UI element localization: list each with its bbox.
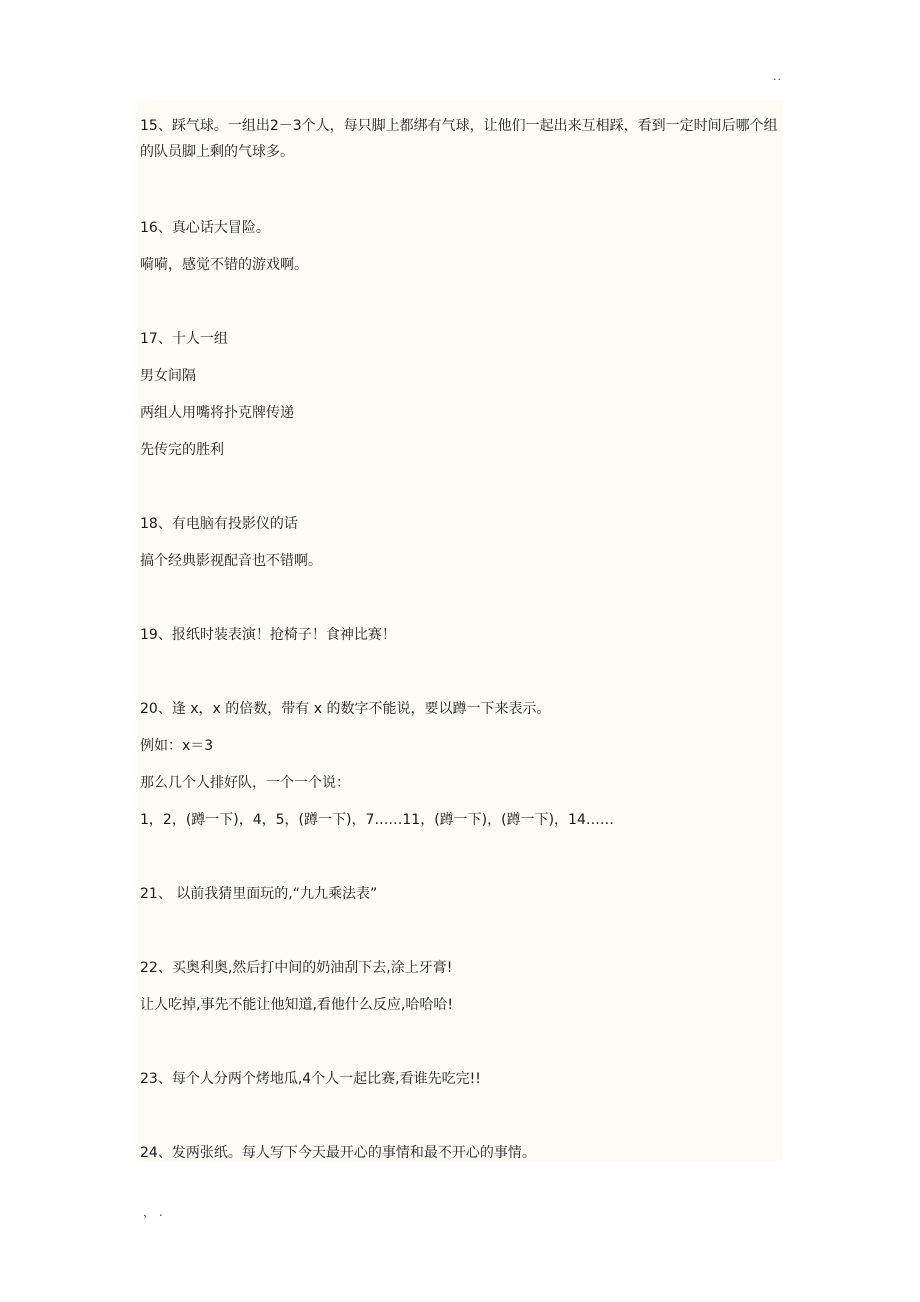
- list-item-21: [140, 881, 780, 907]
- item-16-line-2: 嗬嗬，感觉不错的游戏啊。: [140, 257, 308, 273]
- list-item-23: [140, 1066, 780, 1092]
- list-item-19: [140, 622, 780, 648]
- item-21-line-1: 21、 以前我猜里面玩的,“九九乘法表”: [140, 886, 378, 902]
- item-23-line-1: 23、每个人分两个烤地瓜,4个人一起比赛,看谁先吃完!!: [140, 1071, 481, 1087]
- list-item-15: [140, 113, 780, 165]
- item-20-line-3: 那么几个人排好队，一个一个说：: [140, 775, 350, 791]
- item-22-line-1: 22、买奥利奥,然后打中间的奶油刮下去,涂上牙膏!: [140, 960, 453, 976]
- item-19-line-1: 19、报纸时装表演！抢椅子！食神比赛！: [140, 627, 396, 643]
- item-17-line-1: 17、十人一组: [140, 331, 228, 347]
- list-item-24: [140, 1140, 780, 1166]
- item-17-line-4: 先传完的胜利: [140, 442, 224, 458]
- item-20-line-4: 1，2，(蹲一下)，4，5，(蹲一下)，7……11，(蹲一下)，(蹲一下)，14……: [140, 812, 614, 828]
- list-item-17: [140, 326, 780, 463]
- list-item-22: [140, 955, 780, 1018]
- item-16-line-1: 16、真心话大冒险。: [140, 220, 270, 236]
- item-20-line-2: 例如：x＝3: [140, 738, 214, 754]
- item-20-line-1: 20、逢 x，x 的倍数，带有 x 的数字不能说，要以蹲一下来表示。: [140, 701, 551, 717]
- page-header-mark: ..: [773, 70, 782, 83]
- list-item-20: [140, 696, 780, 833]
- list-item-18: [140, 511, 780, 574]
- item-17-line-2: 男女间隔: [140, 368, 196, 384]
- item-22-line-2: 让人吃掉,事先不能让他知道,看他什么反应,哈哈哈!: [140, 997, 453, 1013]
- list-item-16: [140, 215, 780, 278]
- item-18-line-2: 搞个经典影视配音也不错啊。: [140, 553, 322, 569]
- item-17-line-3: 两组人用嘴将扑克牌传递: [140, 405, 294, 421]
- item-15-line-1: 15、踩气球。一组出2－3个人，每只脚上都绑有气球，让他们一起出来互相踩，看到一定时间后哪个组的队员脚上剩的气球多。: [140, 118, 778, 160]
- item-18-line-1: 18、有电脑有投影仪的话: [140, 516, 298, 532]
- page-footer-mark: ， .: [143, 1205, 163, 1219]
- item-24-line-1: 24、发两张纸。每人写下今天最开心的事情和最不开心的事情。: [140, 1145, 536, 1161]
